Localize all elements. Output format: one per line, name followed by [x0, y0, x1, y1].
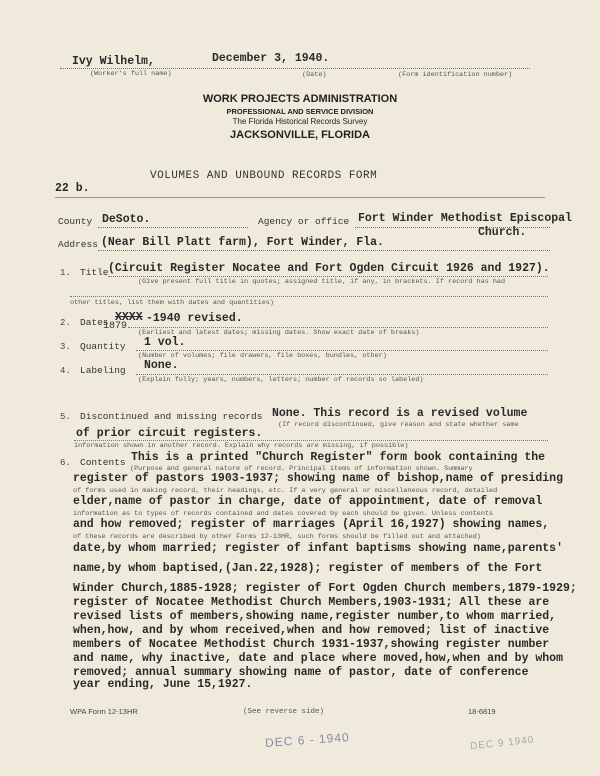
contents-help-2: of forms used in making record, their headings, etc. If a very general or miscellaneous record, detailed [73, 487, 498, 495]
agency-heading: WORK PROJECTS ADMINISTRATION [202, 93, 398, 105]
title-value: (Circuit Register Nocatee and Fort Ogden Circuit 1926 and 1927). [108, 262, 550, 275]
worker-name-caption: (Worker's full name) [90, 70, 172, 78]
agency-value-2: Church. [478, 226, 527, 239]
survey-heading: The Florida Historical Records Survey [232, 117, 368, 126]
contents-line-5: date,by whom married; register of infant baptisms showing name,parents' [73, 542, 563, 555]
contents-line-7: Winder Church,1885-1928; register of Fort Ogden Church members,1879-1929; [73, 582, 577, 595]
dates-label: Dates [80, 317, 109, 328]
contents-label: Contents [80, 457, 126, 468]
contents-line-10: when,how, and by whom received,when and how removed; list of inactive [73, 624, 550, 637]
worker-name: Ivy Wilhelm, [72, 55, 155, 68]
labeling-help: (Explain fully; years, numbers, letters; number of records so labeled) [138, 376, 424, 384]
form-number: 22 b. [55, 182, 90, 195]
city-heading: JACKSONVILLE, FLORIDA [230, 129, 370, 141]
contents-line-2: register of pastors 1903-1937; showing name of bishop,name of presiding [73, 472, 563, 485]
dates-written-year: 1879 [103, 321, 128, 332]
labeling-value: None. [144, 359, 179, 372]
form-title: VOLUMES AND UNBOUND RECORDS FORM [150, 170, 378, 182]
item-5-number: 5. [60, 412, 71, 422]
contents-line-14: year ending, June 15,1927. [73, 678, 253, 691]
county-label: County [58, 216, 93, 227]
labeling-label: Labeling [80, 365, 126, 376]
agency-value: Fort Winder Methodist Episcopal [358, 212, 572, 225]
received-stamp-2: DEC 9 1940 [469, 734, 535, 753]
discontinued-label: Discontinued and missing records [80, 411, 263, 422]
form-number-footer: WPA Form 12-13HR [70, 707, 138, 716]
date-caption: (Date) [302, 71, 327, 79]
item-2-number: 2. [60, 318, 71, 328]
form-id-caption: (Form identification number) [398, 71, 513, 79]
contents-line-9: revised lists of members,showing name,register number,to whom married, [73, 610, 557, 623]
division-heading: PROFESSIONAL AND SERVICE DIVISION [226, 107, 374, 116]
item-3-number: 3. [60, 342, 71, 352]
item-6-number: 6. [60, 458, 71, 468]
report-date: December 3, 1940. [212, 52, 330, 65]
contents-line-13: removed; annual summary showing name of pastor, date of conference [73, 666, 529, 679]
dates-struck: XXXX [115, 311, 143, 324]
contents-line-8: register of Nocatee Methodist Church Members,1903-1931; All these are [73, 596, 550, 609]
contents-line-1: This is a printed "Church Register" form book containing the [131, 451, 546, 464]
address-label: Address [58, 239, 98, 250]
discontinued-value-2: of prior circuit registers. [76, 427, 263, 440]
see-reverse-note: (See reverse side) [243, 708, 325, 716]
item-1-number: 1. [60, 268, 71, 278]
address-value: (Near Bill Platt farm), Fort Winder, Fla. [101, 236, 384, 249]
quantity-label: Quantity [80, 341, 126, 352]
quantity-value: 1 vol. [144, 336, 186, 349]
title-label: Title [80, 267, 109, 278]
dates-help: (Earliest and latest dates; missing dates. Show exact date of breaks) [138, 329, 420, 337]
contents-line-11: members of Nocatee Methodist Church 1931-1937,showing register number [73, 638, 550, 651]
contents-line-6: name,by whom baptised,(Jan.22,1928); register of members of the Fort [73, 562, 543, 575]
contents-line-4: and how removed; register of marriages (April 16,1927) showing names, [73, 518, 550, 531]
title-help-1: (Give present full title in quotes; assigned title, if any, in brackets. If record has had [138, 278, 506, 286]
contents-help-1: (Purpose and general nature of record. Principal items of information shown. Summary [130, 465, 473, 473]
title-help-2: other titles, list them with dates and quantities) [70, 299, 274, 307]
discontinued-value-1: None. This record is a revised volume [272, 407, 528, 420]
received-stamp-1: DEC 6 - 1940 [264, 730, 351, 750]
agency-label: Agency or office [258, 216, 350, 227]
discontinued-help-2: information shown in another record. Explain why records are missing, if possible) [74, 442, 409, 450]
contents-help-3: information as to types of records contained and dates covered by each should be given. Unless contents [73, 510, 494, 518]
item-4-number: 4. [60, 366, 71, 376]
form-serial-footer: 18-6819 [468, 707, 496, 716]
discontinued-help-1: (If record discontinued, give reason and state whether same [278, 421, 519, 429]
contents-help-4: of these records are described by other Forms 12-13HR, such forms should be filled out and attached) [73, 533, 481, 541]
contents-line-3: elder,name of pastor in charge, date of appointment, date of removal [73, 495, 543, 508]
quantity-help: (Number of volumes; file drawers, file boxes, bundles, other) [138, 352, 387, 360]
dates-value: -1940 revised. [146, 312, 243, 325]
county-value: DeSoto. [102, 213, 151, 226]
contents-line-12: and name, why inactive, date and place where moved,how,when and by whom [73, 652, 563, 665]
